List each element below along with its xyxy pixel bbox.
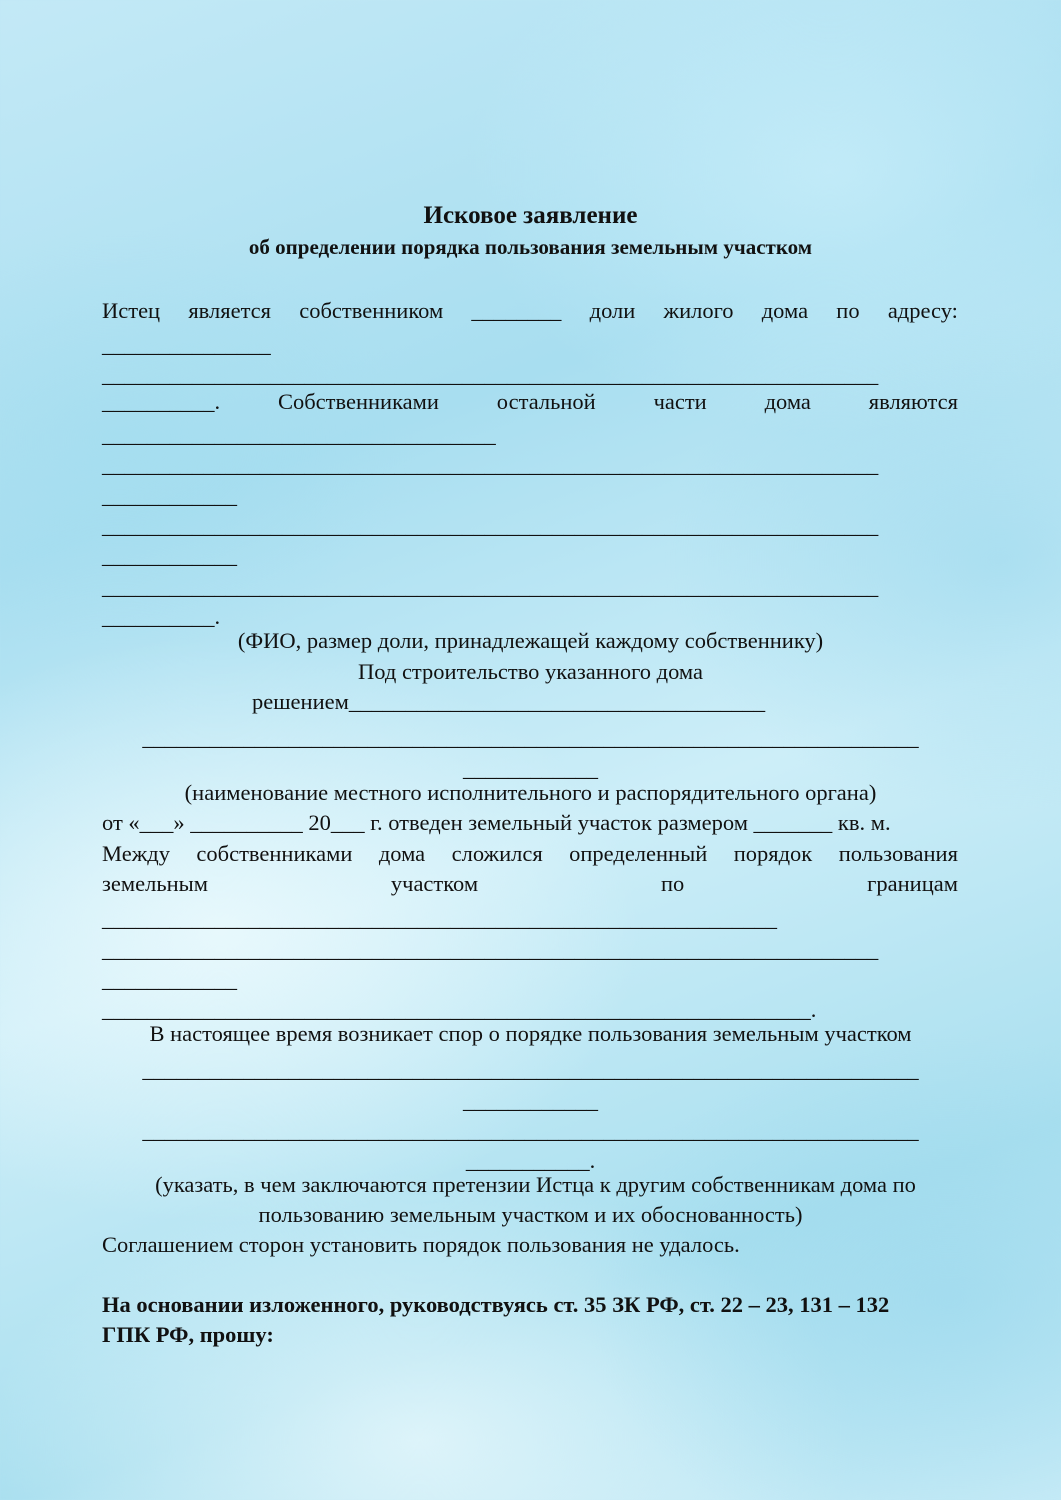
blank-line: ____________ <box>102 483 237 508</box>
blank-line: _______________________________________________________________. <box>102 997 817 1022</box>
blank-line: ____________ <box>102 967 237 992</box>
basis-line-1: На основании изложенного, руководствуясь ст. 35 ЗК РФ, ст. 22 – 23, 131 – 132 <box>102 1292 890 1317</box>
note-owners: (ФИО, размер доли, принадлежащей каждому собственнику) <box>237 628 824 653</box>
blank-line: _____________________________________________________________________ <box>102 362 879 387</box>
construction-line: Под строительство указанного дома <box>358 659 703 684</box>
word: определенный <box>569 841 708 866</box>
word: Истец <box>102 298 161 323</box>
blank-line: _____________________________________________________________________ <box>102 937 879 962</box>
word: Между <box>102 841 170 866</box>
word: собственником <box>299 298 444 323</box>
word: дома <box>764 389 811 414</box>
blank-line: _____________________________________________________________________ <box>142 725 919 750</box>
word: собственниками <box>196 841 353 866</box>
blank-line: _____________________________________________________________________ <box>102 452 879 477</box>
order-line-2 <box>102 873 958 896</box>
word: участком <box>390 871 479 896</box>
word: сложился <box>451 841 543 866</box>
blank-line: ____________ <box>463 756 598 781</box>
blank-line: ____________________________________________________________ <box>102 906 777 931</box>
word: земельным <box>102 871 208 896</box>
word: пользования <box>838 841 958 866</box>
word: Собственниками <box>277 389 439 414</box>
word: дома <box>761 298 809 323</box>
blank-line: _____________________________________________________________________ <box>142 1118 919 1143</box>
note-authority: (наименование местного исполнительного и распорядительного органа) <box>184 780 877 805</box>
blank-line: _____________________________________________________________________ <box>102 574 879 599</box>
note-claims-2: пользованию земельным участком и их обоснованность) <box>258 1202 803 1227</box>
order-line-1 <box>102 843 958 866</box>
word: части <box>653 389 707 414</box>
word: доли <box>589 298 636 323</box>
blank-line: ____________ <box>102 543 237 568</box>
blank-field: __________. <box>102 389 221 414</box>
blank-line: ___________. <box>465 1148 596 1173</box>
word: жилого <box>663 298 734 323</box>
para-owner-line-1 <box>102 300 958 323</box>
blank-field: ________ <box>471 298 562 323</box>
decision-line: решением_____________________________________ <box>252 689 766 714</box>
word: являются <box>868 389 958 414</box>
word: по <box>836 298 860 323</box>
dispute-line: В настоящее время возникает спор о порядке пользования земельным участком <box>149 1021 912 1046</box>
date-line: от «___» __________ 20___ г. отведен земельный участок размером _______ кв. м. <box>102 810 891 835</box>
agreement-line: Соглашением сторон установить порядок пользования не удалось. <box>102 1232 740 1257</box>
word: границам <box>867 871 958 896</box>
blank-line: ____________ <box>463 1088 598 1113</box>
document-subtitle: об определении порядка пользования земельным участком <box>248 235 813 259</box>
word: порядок <box>733 841 813 866</box>
blank-line: _____________________________________________________________________ <box>142 1057 919 1082</box>
word: по <box>660 871 685 896</box>
word: остальной <box>496 389 596 414</box>
note-claims-1: (указать, в чем заключаются претензии Истца к другим собственникам дома по <box>155 1172 916 1197</box>
blank-line: _____________________________________________________________________ <box>102 513 879 538</box>
blank-line: __________. <box>102 604 221 629</box>
word: является <box>188 298 272 323</box>
document-title: Исковое заявление <box>423 202 638 229</box>
word: дома <box>378 841 426 866</box>
basis-line-2: ГПК РФ, прошу: <box>102 1322 274 1347</box>
word: адресу: <box>887 298 958 323</box>
para-owner-line-4 <box>102 391 958 414</box>
blank-line: ___________________________________ <box>102 422 496 447</box>
blank-line: _______________ <box>102 332 271 357</box>
